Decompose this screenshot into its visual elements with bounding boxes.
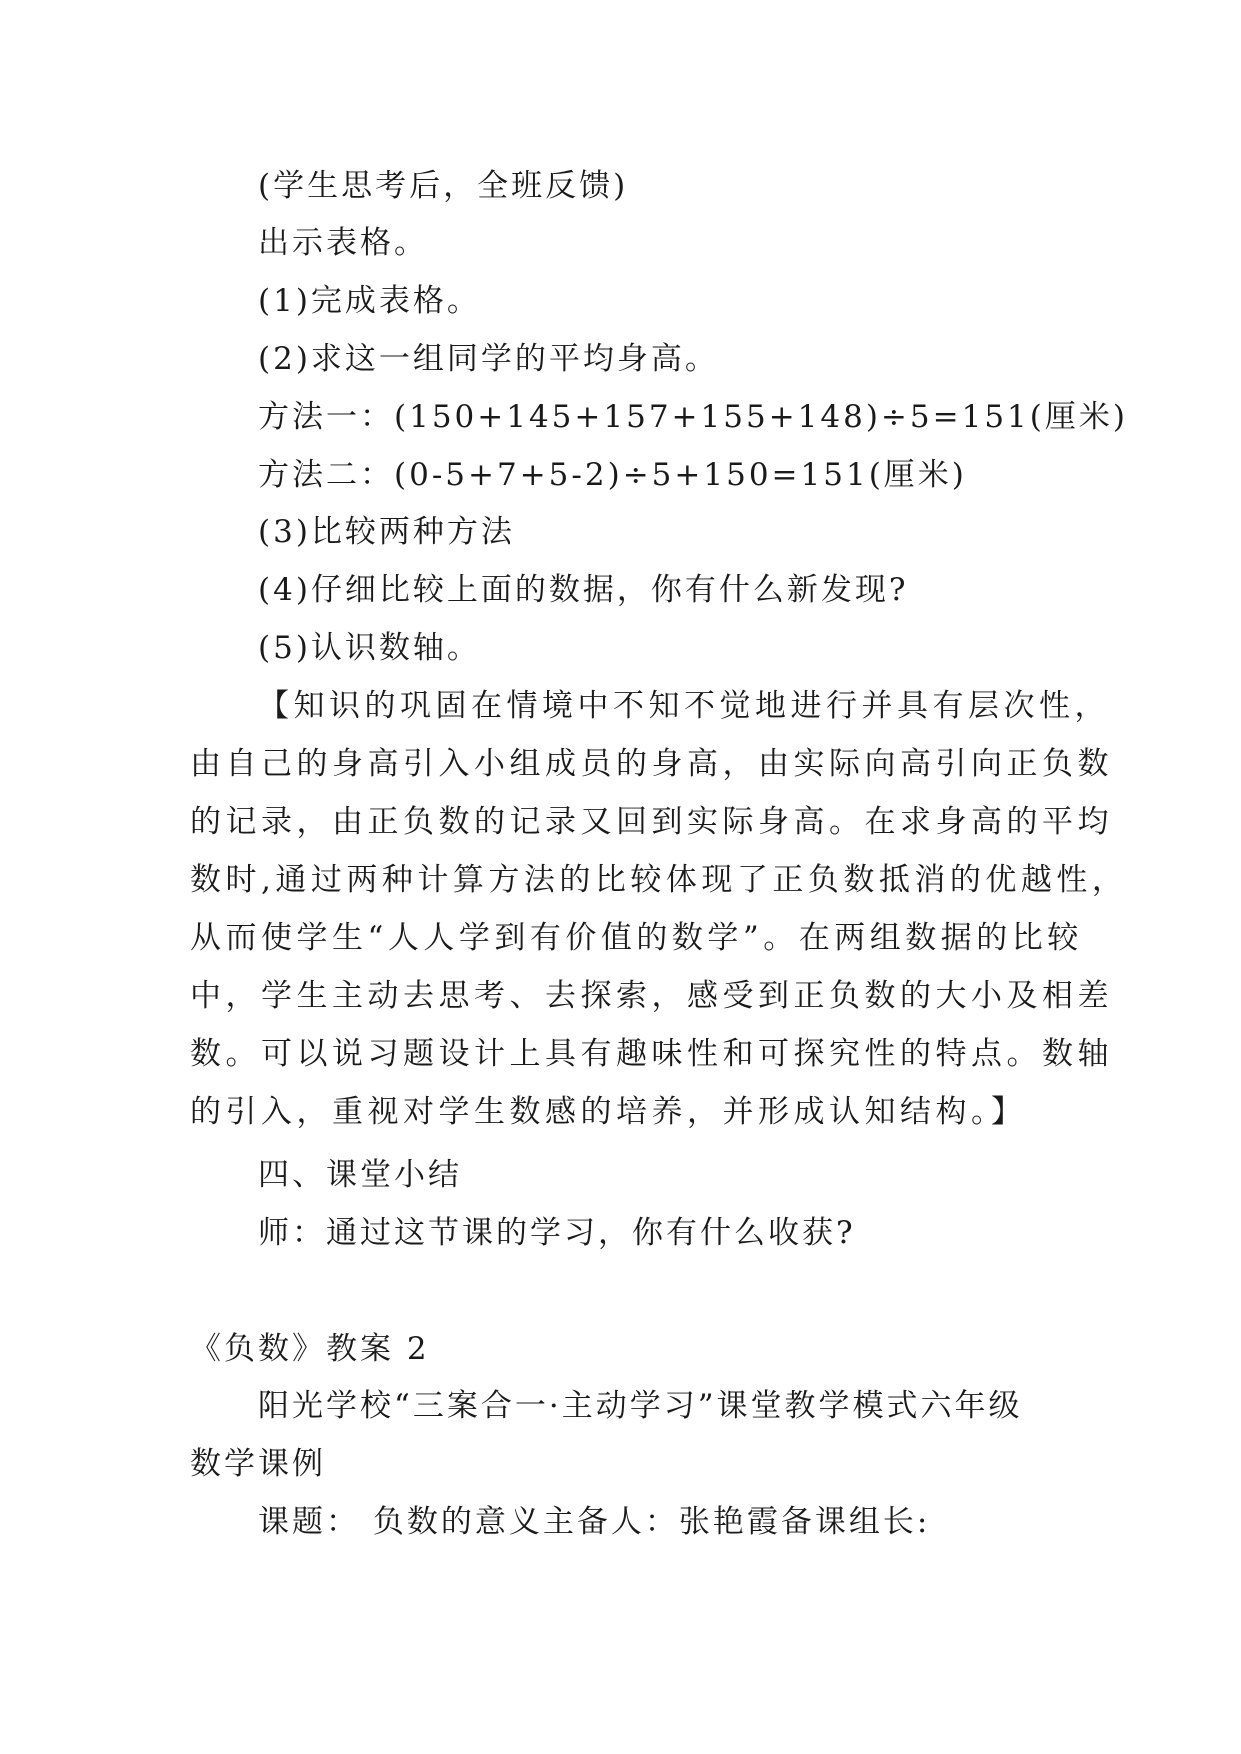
commentary-line: 由自己的身高引入小组成员的身高，由实际向高引向正负数 xyxy=(190,746,1113,782)
commentary-line: 中，学生主动去思考、去探索，感受到正负数的大小及相差 xyxy=(190,978,1113,1014)
lesson-topic-line: 课题： 负数的意义主备人：张艳霞备课组长: xyxy=(258,1504,931,1540)
text-line-method-1: 方法一：(150+145+157+155+148)÷5=151(厘米) xyxy=(258,399,1128,435)
text-line-show-table: 出示表格。 xyxy=(258,225,428,261)
text-line-step-3: (3)比较两种方法 xyxy=(258,514,515,550)
text-line-step-5: (5)认识数轴。 xyxy=(258,630,481,666)
commentary-line: 的记录，由正负数的记录又回到实际身高。在求身高的平均 xyxy=(190,804,1113,840)
text-line-teacher-question: 师：通过这节课的学习，你有什么收获? xyxy=(258,1215,856,1251)
lesson-intro-line: 阳光学校“三案合一·主动学习”课堂教学模式六年级 xyxy=(258,1388,1023,1424)
text-line-method-2: 方法二：(0-5+7+5-2)÷5+150=151(厘米) xyxy=(258,457,967,493)
commentary-line: 数时,通过两种计算方法的比较体现了正负数抵消的优越性， xyxy=(190,862,1128,898)
commentary-paragraph xyxy=(190,677,1128,1141)
commentary-line: 从而使学生“人人学到有价值的数学”。在两组数据的比较 xyxy=(190,920,1083,956)
commentary-line: 【知识的巩固在情境中不知不觉地进行并具有层次性， xyxy=(258,688,1110,724)
section-heading-summary: 四、课堂小结 xyxy=(258,1157,462,1193)
text-line-step-1: (1)完成表格。 xyxy=(258,283,481,319)
lesson-plan-title: 《负数》教案 2 xyxy=(190,1331,430,1367)
text-line-step-4: (4)仔细比较上面的数据，你有什么新发现? xyxy=(258,572,909,608)
commentary-line: 数。可以说习题设计上具有趣味性和可探究性的特点。数轴 xyxy=(190,1036,1113,1072)
lesson-intro-line: 数学课例 xyxy=(190,1446,326,1482)
commentary-line: 的引入，重视对学生数感的培养，并形成认知结构。】 xyxy=(190,1094,1027,1130)
text-line-step-2: (2)求这一组同学的平均身高。 xyxy=(258,341,719,377)
text-line-feedback: (学生思考后，全班反馈) xyxy=(258,168,629,204)
